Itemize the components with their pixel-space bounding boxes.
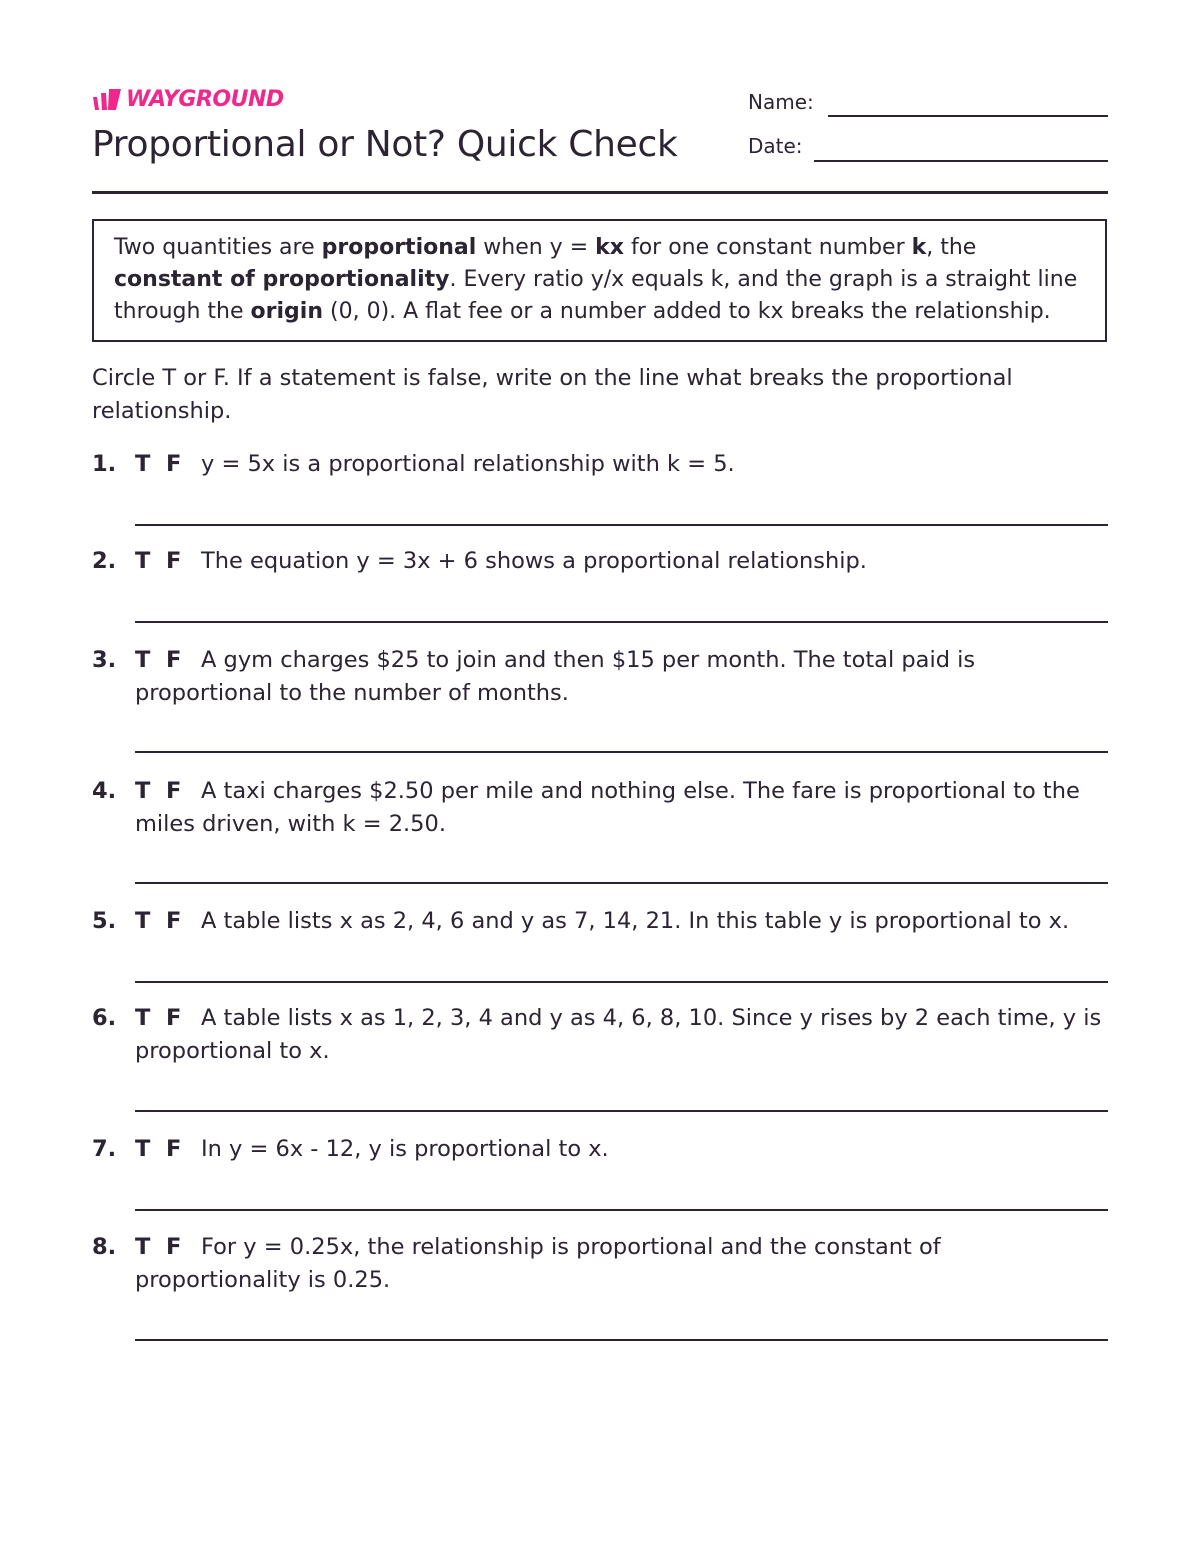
- wayground-logo-icon: [92, 88, 122, 112]
- question-number: 1.: [92, 451, 117, 477]
- question-number: 3.: [92, 647, 117, 673]
- definition-text: Two quantities are: [114, 235, 322, 260]
- date-field[interactable]: [814, 160, 1108, 162]
- question-7: [92, 1133, 1112, 1166]
- question-text: In y = 6x - 12, y is proportional to x.: [201, 1136, 609, 1162]
- question-text: A gym charges $25 to join and then $15 per month. The total paid is proportional to the number of months.: [135, 647, 976, 706]
- question-text: y = 5x is a proportional relationship with k = 5.: [201, 451, 735, 477]
- definition-term-proportional: proportional: [321, 235, 477, 260]
- question-3: [92, 644, 1112, 710]
- question-text: A table lists x as 1, 2, 3, 4 and y as 4, 6, 8, 10. Since y rises by 2 each time, y is proportional to x.: [135, 1005, 1102, 1064]
- definition-text: when y =: [476, 235, 596, 260]
- true-false-choice[interactable]: T F: [135, 1136, 182, 1162]
- question-text: A table lists x as 2, 4, 6 and y as 7, 14, 21. In this table y is proportional to x.: [201, 908, 1070, 934]
- date-label: Date:: [748, 134, 803, 158]
- definition-term-kx: kx: [595, 235, 624, 260]
- question-number: 6.: [92, 1005, 117, 1031]
- answer-line-6[interactable]: [135, 1110, 1108, 1112]
- question-number: 8.: [92, 1234, 117, 1260]
- brand-name: WAYGROUND: [126, 87, 284, 112]
- definition-text: . Every ratio y/x equals k, and the graph is a straight line through the: [114, 267, 1078, 324]
- question-number: 5.: [92, 908, 117, 934]
- true-false-choice[interactable]: T F: [135, 1005, 182, 1031]
- answer-line-1[interactable]: [135, 524, 1108, 526]
- answer-line-4[interactable]: [135, 882, 1108, 884]
- question-2: [92, 545, 1112, 578]
- true-false-choice[interactable]: T F: [135, 647, 182, 673]
- question-6: [92, 1002, 1112, 1068]
- question-text: The equation y = 3x + 6 shows a proportional relationship.: [201, 548, 867, 574]
- question-number: 2.: [92, 548, 117, 574]
- answer-line-8[interactable]: [135, 1339, 1108, 1341]
- question-text: For y = 0.25x, the relationship is proportional and the constant of proportionality is 0.25.: [135, 1234, 941, 1293]
- definition-term-k: k: [911, 235, 927, 260]
- definition-box: [92, 219, 1107, 342]
- question-8: [92, 1231, 1112, 1297]
- name-field[interactable]: [828, 115, 1108, 117]
- definition-text: for one constant number: [623, 235, 912, 260]
- answer-line-3[interactable]: [135, 751, 1108, 753]
- answer-line-2[interactable]: [135, 621, 1108, 623]
- instructions: Circle T or F. If a statement is false, write on the line what breaks the proportional relationship.: [92, 365, 1013, 424]
- true-false-choice[interactable]: T F: [135, 778, 182, 804]
- brand-logo: [92, 86, 284, 114]
- question-5: [92, 905, 1112, 938]
- answer-line-5[interactable]: [135, 981, 1108, 983]
- true-false-choice[interactable]: T F: [135, 908, 182, 934]
- true-false-choice[interactable]: T F: [135, 1234, 182, 1260]
- definition-term-constant: constant of proportionality: [114, 267, 450, 292]
- header-divider: [92, 191, 1108, 194]
- question-number: 7.: [92, 1136, 117, 1162]
- true-false-choice[interactable]: T F: [135, 548, 182, 574]
- definition-text: (0, 0). A flat fee or a number added to kx breaks the relationship.: [323, 299, 1051, 324]
- question-4: [92, 775, 1112, 841]
- question-text: A taxi charges $2.50 per mile and nothing else. The fare is proportional to the miles driven, with k = 2.50.: [135, 778, 1080, 837]
- definition-term-origin: origin: [250, 299, 324, 324]
- definition-text: , the: [926, 235, 977, 260]
- question-1: [92, 448, 1112, 481]
- name-label: Name:: [748, 90, 814, 114]
- page-title: Proportional or Not? Quick Check: [92, 124, 678, 165]
- answer-line-7[interactable]: [135, 1209, 1108, 1211]
- question-number: 4.: [92, 778, 117, 804]
- true-false-choice[interactable]: T F: [135, 451, 182, 477]
